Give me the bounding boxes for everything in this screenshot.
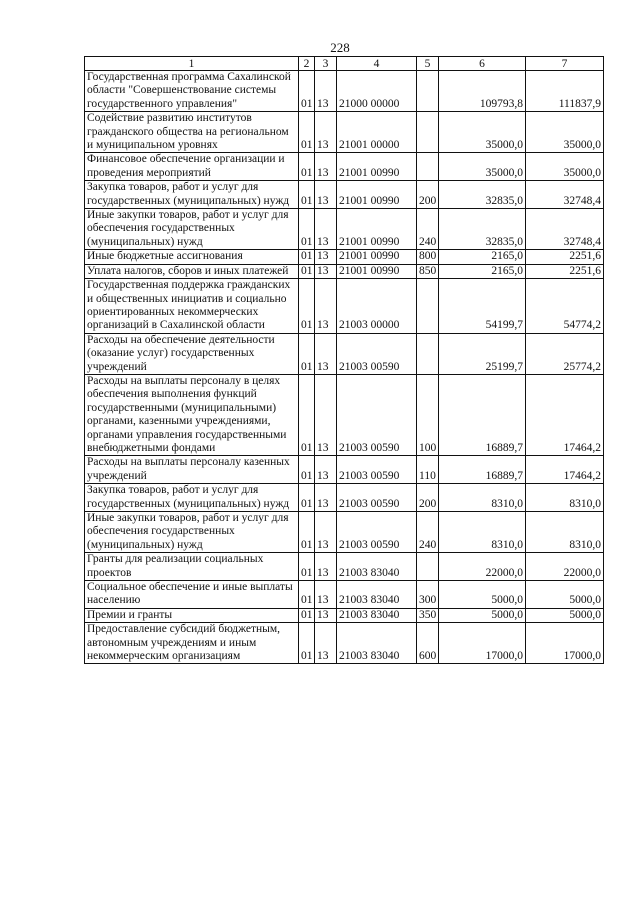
expense-type-cell: 600 [417, 623, 439, 664]
subsection-code-cell: 13 [315, 333, 337, 374]
target-article-cell: 21003 00590 [337, 456, 417, 484]
subsection-code-cell: 13 [315, 264, 337, 278]
amount-year1-cell: 5000,0 [439, 608, 526, 622]
row-name-cell: Закупка товаров, работ и услуг для государственных (муниципальных) нужд [85, 181, 299, 209]
subsection-code-cell: 13 [315, 279, 337, 334]
table-row [85, 374, 604, 455]
row-name-cell: Премии и гранты [85, 608, 299, 622]
amount-year2-cell: 5000,0 [526, 608, 604, 622]
subsection-code-cell: 13 [315, 209, 337, 250]
section-code-cell: 01 [299, 333, 315, 374]
amount-year2-cell: 8310,0 [526, 512, 604, 553]
subsection-code-cell: 13 [315, 374, 337, 455]
amount-year2-cell: 54774,2 [526, 279, 604, 334]
row-name-cell: Расходы на выплаты персоналу в целях обеспечения выполнения функций государственными (муниципальными) органами, казенными учреждениями, органами управления государственными внебюджетными фондами [85, 374, 299, 455]
subsection-code-cell: 13 [315, 484, 337, 512]
table-body [85, 71, 604, 664]
table-row [85, 608, 604, 622]
row-name-cell: Содействие развитию институтов гражданского общества на региональном и муниципальном уровнях [85, 112, 299, 153]
amount-year2-cell: 35000,0 [526, 112, 604, 153]
row-name-cell: Государственная программа Сахалинской области "Совершенствование системы государственного управления" [85, 71, 299, 112]
row-name-cell: Гранты для реализации социальных проектов [85, 553, 299, 581]
amount-year2-cell: 5000,0 [526, 581, 604, 609]
table-row [85, 71, 604, 112]
target-article-cell: 21003 00590 [337, 374, 417, 455]
subsection-code-cell: 13 [315, 250, 337, 264]
section-code-cell: 01 [299, 264, 315, 278]
budget-table [84, 56, 604, 664]
table-row [85, 484, 604, 512]
amount-year2-cell: 8310,0 [526, 484, 604, 512]
target-article-cell: 21003 83040 [337, 608, 417, 622]
subsection-code-cell: 13 [315, 581, 337, 609]
subsection-code-cell: 13 [315, 608, 337, 622]
expense-type-cell: 240 [417, 512, 439, 553]
section-code-cell: 01 [299, 181, 315, 209]
column-header: 4 [337, 57, 417, 71]
target-article-cell: 21003 00590 [337, 484, 417, 512]
row-name-cell: Закупка товаров, работ и услуг для государственных (муниципальных) нужд [85, 484, 299, 512]
amount-year2-cell: 2251,6 [526, 250, 604, 264]
expense-type-cell [417, 112, 439, 153]
expense-type-cell [417, 153, 439, 181]
expense-type-cell: 200 [417, 181, 439, 209]
row-name-cell: Финансовое обеспечение организации и проведения мероприятий [85, 153, 299, 181]
subsection-code-cell: 13 [315, 512, 337, 553]
table-row [85, 264, 604, 278]
amount-year1-cell: 5000,0 [439, 581, 526, 609]
target-article-cell: 21001 00990 [337, 153, 417, 181]
amount-year1-cell: 109793,8 [439, 71, 526, 112]
subsection-code-cell: 13 [315, 456, 337, 484]
target-article-cell: 21003 00000 [337, 279, 417, 334]
expense-type-cell: 350 [417, 608, 439, 622]
row-name-cell: Предоставление субсидий бюджетным, автономным учреждениям и иным некоммерческим организациям [85, 623, 299, 664]
section-code-cell: 01 [299, 250, 315, 264]
amount-year1-cell: 17000,0 [439, 623, 526, 664]
row-name-cell: Расходы на обеспечение деятельности (оказание услуг) государственных учреждений [85, 333, 299, 374]
table-row [85, 153, 604, 181]
amount-year2-cell: 17464,2 [526, 456, 604, 484]
amount-year1-cell: 35000,0 [439, 112, 526, 153]
amount-year1-cell: 35000,0 [439, 153, 526, 181]
target-article-cell: 21003 00590 [337, 333, 417, 374]
column-header: 7 [526, 57, 604, 71]
page-number: 228 [330, 40, 350, 55]
table-row [85, 581, 604, 609]
target-article-cell: 21003 83040 [337, 581, 417, 609]
row-name-cell: Иные закупки товаров, работ и услуг для обеспечения государственных (муниципальных) нужд [85, 209, 299, 250]
table-row [85, 512, 604, 553]
subsection-code-cell: 13 [315, 553, 337, 581]
expense-type-cell: 800 [417, 250, 439, 264]
section-code-cell: 01 [299, 456, 315, 484]
column-header: 3 [315, 57, 337, 71]
section-code-cell: 01 [299, 71, 315, 112]
section-code-cell: 01 [299, 623, 315, 664]
row-name-cell: Иные закупки товаров, работ и услуг для обеспечения государственных (муниципальных) нужд [85, 512, 299, 553]
column-header: 1 [85, 57, 299, 71]
table-row [85, 209, 604, 250]
expense-type-cell [417, 333, 439, 374]
amount-year2-cell: 17464,2 [526, 374, 604, 455]
amount-year1-cell: 32835,0 [439, 181, 526, 209]
amount-year2-cell: 111837,9 [526, 71, 604, 112]
amount-year1-cell: 54199,7 [439, 279, 526, 334]
table-row [85, 623, 604, 664]
row-name-cell: Уплата налогов, сборов и иных платежей [85, 264, 299, 278]
expense-type-cell: 300 [417, 581, 439, 609]
section-code-cell: 01 [299, 153, 315, 181]
section-code-cell: 01 [299, 484, 315, 512]
column-header: 2 [299, 57, 315, 71]
header-row [85, 57, 604, 71]
table-row [85, 112, 604, 153]
expense-type-cell: 240 [417, 209, 439, 250]
table-row [85, 279, 604, 334]
column-header: 5 [417, 57, 439, 71]
subsection-code-cell: 13 [315, 623, 337, 664]
target-article-cell: 21003 83040 [337, 623, 417, 664]
expense-type-cell [417, 553, 439, 581]
amount-year1-cell: 8310,0 [439, 484, 526, 512]
amount-year1-cell: 2165,0 [439, 264, 526, 278]
expense-type-cell [417, 71, 439, 112]
amount-year2-cell: 32748,4 [526, 209, 604, 250]
expense-type-cell: 100 [417, 374, 439, 455]
amount-year2-cell: 35000,0 [526, 153, 604, 181]
row-name-cell: Социальное обеспечение и иные выплаты населению [85, 581, 299, 609]
section-code-cell: 01 [299, 581, 315, 609]
target-article-cell: 21003 83040 [337, 553, 417, 581]
column-header: 6 [439, 57, 526, 71]
amount-year2-cell: 2251,6 [526, 264, 604, 278]
section-code-cell: 01 [299, 209, 315, 250]
expense-type-cell: 110 [417, 456, 439, 484]
section-code-cell: 01 [299, 112, 315, 153]
amount-year2-cell: 32748,4 [526, 181, 604, 209]
section-code-cell: 01 [299, 553, 315, 581]
target-article-cell: 21003 00590 [337, 512, 417, 553]
subsection-code-cell: 13 [315, 71, 337, 112]
amount-year2-cell: 25774,2 [526, 333, 604, 374]
table-row [85, 333, 604, 374]
table-row [85, 456, 604, 484]
table-row [85, 250, 604, 264]
expense-type-cell: 200 [417, 484, 439, 512]
amount-year1-cell: 32835,0 [439, 209, 526, 250]
target-article-cell: 21001 00990 [337, 209, 417, 250]
target-article-cell: 21001 00990 [337, 181, 417, 209]
amount-year2-cell: 22000,0 [526, 553, 604, 581]
section-code-cell: 01 [299, 608, 315, 622]
subsection-code-cell: 13 [315, 153, 337, 181]
subsection-code-cell: 13 [315, 112, 337, 153]
target-article-cell: 21001 00990 [337, 250, 417, 264]
amount-year1-cell: 25199,7 [439, 333, 526, 374]
amount-year1-cell: 16889,7 [439, 456, 526, 484]
row-name-cell: Иные бюджетные ассигнования [85, 250, 299, 264]
target-article-cell: 21001 00000 [337, 112, 417, 153]
row-name-cell: Расходы на выплаты персоналу казенных учреждений [85, 456, 299, 484]
row-name-cell: Государственная поддержка гражданских и общественных инициатив и социально ориентированных некоммерческих организаций в Сахалинской области [85, 279, 299, 334]
section-code-cell: 01 [299, 512, 315, 553]
subsection-code-cell: 13 [315, 181, 337, 209]
amount-year1-cell: 22000,0 [439, 553, 526, 581]
amount-year1-cell: 16889,7 [439, 374, 526, 455]
section-code-cell: 01 [299, 279, 315, 334]
target-article-cell: 21000 00000 [337, 71, 417, 112]
amount-year1-cell: 2165,0 [439, 250, 526, 264]
table-row [85, 181, 604, 209]
table-row [85, 553, 604, 581]
expense-type-cell: 850 [417, 264, 439, 278]
section-code-cell: 01 [299, 374, 315, 455]
expense-type-cell [417, 279, 439, 334]
amount-year1-cell: 8310,0 [439, 512, 526, 553]
amount-year2-cell: 17000,0 [526, 623, 604, 664]
target-article-cell: 21001 00990 [337, 264, 417, 278]
